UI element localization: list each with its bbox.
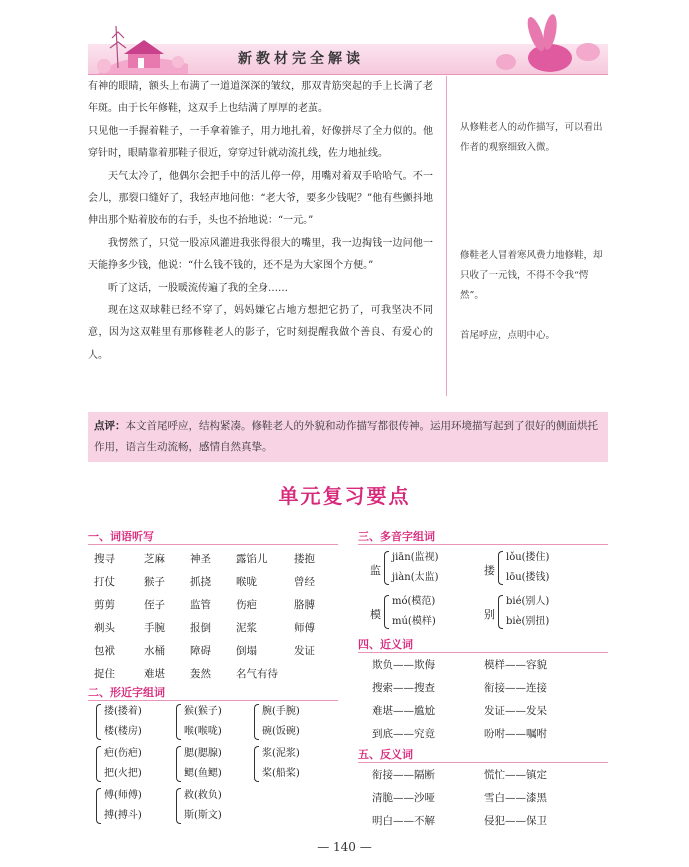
- margin-divider: [446, 76, 447, 396]
- word: 手腕: [144, 622, 165, 634]
- word: 难堪: [144, 668, 165, 680]
- word-pair: 到底——究竟: [372, 728, 435, 740]
- synonym-row: [372, 700, 547, 723]
- section-rule: [88, 544, 338, 545]
- polyphone-reading: jiàn(太监): [392, 572, 439, 583]
- comment-label: 点评：: [94, 420, 126, 432]
- antonym-row: [372, 764, 547, 787]
- side-note: 首尾呼应，点明中心。: [460, 330, 556, 341]
- section-rule: [358, 544, 608, 545]
- char-word: 斯(斯文): [184, 810, 222, 821]
- word-pair: 发证——发呆: [484, 705, 547, 717]
- char-word: 搂(搂着): [104, 706, 142, 717]
- brace: [384, 551, 389, 585]
- unit-title: 单元复习要点: [278, 484, 411, 508]
- synonym-row: [372, 654, 547, 677]
- polyphone-reading: bié(别人): [506, 596, 550, 607]
- story-paragraph: 听了这话，一股暖流传遍了我的全身……: [108, 282, 288, 294]
- char-group: [176, 786, 222, 826]
- word: 剃头: [94, 622, 115, 634]
- story-paragraph: 有神的眼睛，额头上布满了一道道深深的皱纹，那双青筋突起的手上长满了老年斑。由于长年修鞋，这双手上也结满了厚厚的老茧。: [88, 81, 433, 115]
- word-pair: 明白——不解: [372, 815, 435, 827]
- word: 喉咙: [236, 576, 257, 588]
- brace: [176, 704, 181, 740]
- section-rule: [358, 652, 608, 653]
- brace: [176, 788, 181, 824]
- brace: [498, 595, 503, 629]
- word: 搜寻: [94, 553, 115, 565]
- word-row: [94, 571, 344, 594]
- char-group: [96, 744, 142, 784]
- brace: [498, 551, 503, 585]
- section-title-dictation: 一、词语听写: [88, 530, 154, 543]
- word-pair: 慌忙——镇定: [484, 769, 547, 781]
- story-paragraph: 现在这双球鞋已经不穿了，妈妈嫌它占地方想把它扔了，可我坚决不同意，因为这双鞋里有那修鞋老人的影子，它时刻提醒我做个善良、有爱心的人。: [88, 305, 433, 361]
- brace: [254, 746, 259, 782]
- char-word: 桨(船桨): [262, 768, 300, 779]
- polyphone-reading: biè(别扭): [506, 616, 550, 627]
- char-word: 救(救负): [184, 790, 222, 801]
- header-title: 新教材完全解读: [238, 51, 364, 67]
- section-title-polyphones: 三、多音字组词: [358, 530, 435, 543]
- word: 发证: [294, 645, 315, 657]
- word-row: [94, 548, 344, 571]
- word-pair: 难堪——尴尬: [372, 705, 435, 717]
- section-rule: [358, 762, 608, 763]
- story-paragraph: 天气太冷了，他偶尔会把手中的活儿停一停，用嘴对着双手哈哈气。不一会儿，那裂口缝好了，我轻声地问他：“老大爷，要多少钱呢？”他有些颤抖地伸出那个贴着胶布的右手，头也不抬地说：“一元。”: [88, 170, 433, 227]
- house-tree-illustration: [88, 8, 208, 74]
- comment-text: 本文首尾呼应，结构紧凑。修鞋老人的外貌和动作描写都很传神。运用环境描写起到了很好的侧面烘托作用，语言生动流畅，感情自然真挚。: [94, 420, 598, 453]
- header-rule: [88, 74, 608, 75]
- word-pair: 侵犯——保卫: [484, 815, 547, 827]
- word: 监管: [190, 599, 211, 611]
- word: 曾经: [294, 576, 315, 588]
- page-header: [88, 8, 608, 70]
- polyphone-char: 模: [370, 608, 381, 621]
- rabbit-illustration: [488, 10, 608, 76]
- word: 包袱: [94, 645, 115, 657]
- polyphone-reading: mó(模范): [392, 596, 436, 607]
- word-pair: 衔接——连接: [484, 682, 547, 694]
- char-group: [254, 744, 300, 784]
- word-pair: 模样——容貌: [484, 659, 547, 671]
- word: 胳膊: [294, 599, 315, 611]
- word: 障碍: [190, 645, 211, 657]
- char-word: 楼(楼房): [104, 726, 142, 737]
- story-text: [88, 76, 433, 367]
- char-word: 碗(饭碗): [262, 726, 300, 737]
- char-group: [96, 786, 142, 826]
- char-word: 把(火把): [104, 768, 142, 779]
- word: 轰然: [190, 668, 211, 680]
- word-row: [94, 640, 344, 663]
- word: 名气有待: [236, 668, 278, 680]
- word: 芝麻: [144, 553, 165, 565]
- word: 神圣: [190, 553, 211, 565]
- word: 露馅儿: [236, 553, 268, 565]
- word: 师傅: [294, 622, 315, 634]
- word-pair: 衔接——隔断: [372, 769, 435, 781]
- char-word: 猴(猴子): [184, 706, 222, 717]
- story-paragraph: 我愣然了，只觉一股凉风灌进我张得很大的嘴里，我一边掏钱一边问他一天能挣多少钱，他说：“什么钱不钱的，还不是为大家图个方便。”: [88, 237, 433, 272]
- story-paragraph: 只见他一手握着鞋子，一手拿着锥子，用力地扎着，好像拼尽了全力似的。他穿针时，眼睛靠着那鞋子很近，穿穿过针就动流扎线，佐力地扯线。: [88, 125, 433, 160]
- word: 捉住: [94, 668, 115, 680]
- polyphone-char: 别: [484, 608, 495, 621]
- section-title-similar-chars: 二、形近字组词: [88, 686, 165, 699]
- word-pair: 搜索——搜查: [372, 682, 435, 694]
- word: 搂抱: [294, 553, 315, 565]
- polyphone-char: 搂: [484, 564, 495, 577]
- word: 抓挠: [190, 576, 211, 588]
- char-word: 腮(腮腺): [184, 748, 222, 759]
- word: 打仗: [94, 576, 115, 588]
- brace: [96, 704, 101, 740]
- word: 泥浆: [236, 622, 257, 634]
- brace: [254, 704, 259, 740]
- brace: [96, 746, 101, 782]
- comment-box: [88, 412, 608, 462]
- word: 猴子: [144, 576, 165, 588]
- polyphone-reading: mú(模样): [392, 616, 436, 627]
- char-word: 浆(泥浆): [262, 748, 300, 759]
- antonym-list: [372, 764, 547, 833]
- section-title-synonyms: 四、近义词: [358, 638, 413, 651]
- char-word: 鳃(鱼鳃): [184, 768, 222, 779]
- antonym-row: [372, 810, 547, 833]
- char-group: [176, 702, 222, 742]
- side-note: 修鞋老人冒着寒风费力地修鞋，却只收了一元钱，不得不令我“愕然”。: [460, 250, 603, 301]
- synonym-row: [372, 723, 547, 746]
- word: 剪剪: [94, 599, 115, 611]
- synonym-list: [372, 654, 547, 746]
- char-group: [254, 702, 300, 742]
- page-number: — 140 —: [317, 840, 372, 854]
- word: 倒塌: [236, 645, 257, 657]
- word: 侄子: [144, 599, 165, 611]
- char-group: [176, 744, 222, 784]
- section-rule: [88, 700, 338, 701]
- polyphone-reading: jiān(监视): [392, 552, 439, 563]
- char-word: 腕(手腕): [262, 706, 300, 717]
- section-title-antonyms: 五、反义词: [358, 748, 413, 761]
- polyphone-reading: lōu(搂钱): [506, 572, 550, 583]
- word: 水桶: [144, 645, 165, 657]
- synonym-row: [372, 677, 547, 700]
- brace: [176, 746, 181, 782]
- word-pair: 清脆——沙哑: [372, 792, 435, 804]
- side-note: 从修鞋老人的动作描写，可以看出作者的观察细致入微。: [460, 122, 603, 153]
- polyphone-char: 监: [370, 564, 381, 577]
- word-pair: 欺负——欺侮: [372, 659, 435, 671]
- char-word: 喉(喉咙): [184, 726, 222, 737]
- word-pair: 吩咐——嘱咐: [484, 728, 547, 740]
- word: 伤疤: [236, 599, 257, 611]
- brace: [96, 788, 101, 824]
- char-word: 搏(搏斗): [104, 810, 142, 821]
- char-word: 傅(师傅): [104, 790, 142, 801]
- char-group: [96, 702, 142, 742]
- word: 报倒: [190, 622, 211, 634]
- antonym-row: [372, 787, 547, 810]
- brace: [384, 595, 389, 629]
- word-row: [94, 663, 344, 686]
- polyphone-reading: lǒu(搂住): [506, 552, 550, 563]
- word-pair: 雪白——漆黑: [484, 792, 547, 804]
- word-row: [94, 594, 344, 617]
- word-row: [94, 617, 344, 640]
- dictation-word-grid: [94, 548, 344, 686]
- char-word: 疤(伤疤): [104, 748, 142, 759]
